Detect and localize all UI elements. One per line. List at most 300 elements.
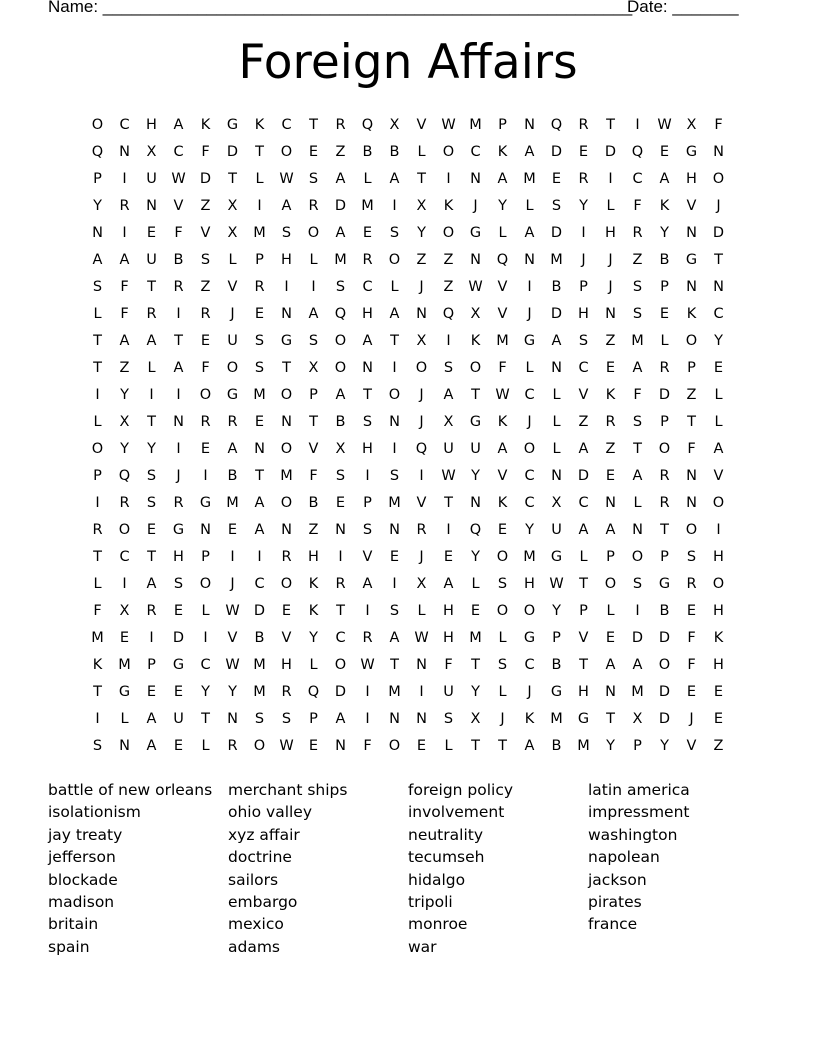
grid-letter[interactable]: R: [281, 684, 292, 700]
grid-letter[interactable]: A: [443, 576, 454, 592]
name-field-label[interactable]: Name: ________________________________________________________: [48, 0, 633, 16]
grid-letter[interactable]: D: [172, 630, 185, 646]
grid-letter[interactable]: O: [658, 441, 671, 457]
grid-letter[interactable]: R: [686, 576, 697, 592]
grid-letter[interactable]: F: [687, 657, 696, 673]
grid-letter[interactable]: W: [171, 171, 186, 187]
grid-letter[interactable]: S: [281, 225, 292, 241]
grid-letter[interactable]: Y: [579, 198, 588, 214]
grid-letter[interactable]: U: [173, 711, 184, 727]
grid-letter[interactable]: O: [280, 441, 293, 457]
grid-letter[interactable]: I: [635, 117, 640, 133]
grid-letter[interactable]: H: [578, 684, 589, 700]
grid-letter[interactable]: I: [176, 306, 181, 322]
grid-letter[interactable]: Y: [498, 198, 507, 214]
grid-letter[interactable]: I: [716, 522, 721, 538]
grid-letter[interactable]: Z: [335, 144, 346, 160]
grid-letter[interactable]: H: [308, 549, 319, 565]
grid-letter[interactable]: G: [172, 522, 185, 538]
grid-letter[interactable]: N: [389, 414, 400, 430]
grid-letter[interactable]: A: [524, 144, 535, 160]
grid-letter[interactable]: T: [282, 360, 291, 376]
grid-letter[interactable]: I: [581, 225, 586, 241]
grid-letter[interactable]: Z: [578, 414, 589, 430]
grid-letter[interactable]: N: [227, 711, 238, 727]
grid-letter[interactable]: U: [227, 333, 238, 349]
grid-letter[interactable]: D: [658, 630, 671, 646]
grid-letter[interactable]: I: [176, 441, 181, 457]
grid-letter[interactable]: Y: [552, 603, 561, 619]
grid-letter[interactable]: S: [497, 576, 508, 592]
grid-letter[interactable]: H: [713, 657, 724, 673]
grid-letter[interactable]: Q: [442, 306, 455, 322]
grid-letter[interactable]: A: [146, 738, 157, 754]
grid-letter[interactable]: L: [552, 414, 561, 430]
grid-letter[interactable]: S: [632, 414, 643, 430]
grid-letter[interactable]: F: [633, 387, 642, 403]
grid-letter[interactable]: R: [281, 549, 292, 565]
grid-letter[interactable]: R: [308, 198, 319, 214]
grid-letter[interactable]: R: [605, 414, 616, 430]
grid-letter[interactable]: T: [444, 495, 453, 511]
grid-letter[interactable]: V: [227, 279, 238, 295]
grid-letter[interactable]: R: [227, 738, 238, 754]
grid-letter[interactable]: Q: [307, 684, 320, 700]
grid-letter[interactable]: Q: [631, 144, 644, 160]
grid-letter[interactable]: S: [551, 198, 562, 214]
grid-letter[interactable]: B: [308, 495, 319, 511]
grid-letter[interactable]: N: [524, 252, 535, 268]
grid-letter[interactable]: G: [469, 225, 482, 241]
grid-letter[interactable]: X: [227, 198, 238, 214]
grid-letter[interactable]: Z: [632, 252, 643, 268]
grid-letter[interactable]: R: [335, 117, 346, 133]
grid-letter[interactable]: I: [446, 522, 451, 538]
grid-letter[interactable]: T: [336, 603, 345, 619]
grid-letter[interactable]: E: [551, 171, 562, 187]
grid-letter[interactable]: P: [309, 711, 318, 727]
grid-letter[interactable]: B: [551, 657, 562, 673]
grid-letter[interactable]: V: [362, 549, 373, 565]
grid-letter[interactable]: I: [311, 279, 316, 295]
grid-letter[interactable]: X: [443, 414, 454, 430]
grid-letter[interactable]: G: [523, 630, 536, 646]
grid-letter[interactable]: N: [713, 279, 724, 295]
grid-letter[interactable]: R: [92, 522, 103, 538]
grid-letter[interactable]: O: [712, 576, 725, 592]
grid-letter[interactable]: N: [335, 738, 346, 754]
grid-letter[interactable]: N: [605, 495, 616, 511]
grid-letter[interactable]: C: [173, 144, 184, 160]
grid-letter[interactable]: Q: [469, 522, 482, 538]
grid-letter[interactable]: L: [714, 387, 723, 403]
grid-letter[interactable]: H: [686, 171, 697, 187]
grid-letter[interactable]: M: [118, 657, 131, 673]
grid-letter[interactable]: A: [335, 225, 346, 241]
grid-letter[interactable]: N: [254, 441, 265, 457]
grid-letter[interactable]: I: [446, 171, 451, 187]
grid-letter[interactable]: E: [686, 684, 697, 700]
grid-letter[interactable]: D: [226, 144, 239, 160]
grid-letter[interactable]: S: [308, 171, 319, 187]
grid-letter[interactable]: D: [550, 225, 563, 241]
grid-letter[interactable]: P: [579, 279, 588, 295]
grid-letter[interactable]: L: [201, 603, 210, 619]
grid-letter[interactable]: P: [363, 495, 372, 511]
grid-letter[interactable]: T: [228, 171, 237, 187]
grid-letter[interactable]: A: [146, 576, 157, 592]
grid-letter[interactable]: V: [416, 117, 427, 133]
grid-letter[interactable]: G: [280, 333, 293, 349]
grid-letter[interactable]: C: [119, 117, 130, 133]
grid-letter[interactable]: T: [390, 657, 399, 673]
grid-letter[interactable]: I: [203, 630, 208, 646]
grid-letter[interactable]: S: [632, 576, 643, 592]
grid-letter[interactable]: C: [524, 657, 535, 673]
grid-letter[interactable]: A: [389, 171, 400, 187]
grid-letter[interactable]: B: [659, 252, 670, 268]
grid-letter[interactable]: H: [713, 549, 724, 565]
grid-letter[interactable]: I: [230, 549, 235, 565]
grid-letter[interactable]: N: [686, 279, 697, 295]
grid-letter[interactable]: K: [524, 711, 535, 727]
grid-letter[interactable]: M: [577, 738, 590, 754]
grid-letter[interactable]: A: [632, 360, 643, 376]
grid-letter[interactable]: A: [389, 306, 400, 322]
grid-letter[interactable]: W: [279, 738, 294, 754]
grid-letter[interactable]: V: [713, 468, 724, 484]
grid-letter[interactable]: T: [309, 414, 318, 430]
grid-letter[interactable]: N: [416, 657, 427, 673]
grid-letter[interactable]: Y: [660, 738, 669, 754]
grid-letter[interactable]: I: [122, 171, 127, 187]
grid-letter[interactable]: T: [498, 738, 507, 754]
grid-letter[interactable]: A: [335, 711, 346, 727]
grid-letter[interactable]: S: [578, 333, 589, 349]
grid-letter[interactable]: I: [635, 603, 640, 619]
grid-letter[interactable]: Y: [417, 225, 426, 241]
grid-letter[interactable]: E: [173, 603, 184, 619]
grid-letter[interactable]: K: [308, 576, 319, 592]
grid-letter[interactable]: D: [550, 144, 563, 160]
grid-letter[interactable]: O: [415, 360, 428, 376]
grid-letter[interactable]: H: [578, 306, 589, 322]
grid-letter[interactable]: H: [146, 117, 157, 133]
grid-letter[interactable]: S: [632, 279, 643, 295]
grid-letter[interactable]: I: [203, 468, 208, 484]
grid-letter[interactable]: E: [443, 549, 454, 565]
grid-letter[interactable]: Y: [228, 684, 237, 700]
grid-letter[interactable]: N: [524, 117, 535, 133]
grid-letter[interactable]: A: [497, 441, 508, 457]
grid-letter[interactable]: M: [469, 117, 482, 133]
grid-letter[interactable]: O: [388, 252, 401, 268]
grid-letter[interactable]: A: [119, 333, 130, 349]
grid-letter[interactable]: G: [118, 684, 131, 700]
grid-letter[interactable]: S: [92, 279, 103, 295]
grid-letter[interactable]: M: [91, 630, 104, 646]
grid-letter[interactable]: T: [255, 468, 264, 484]
grid-letter[interactable]: V: [281, 630, 292, 646]
grid-letter[interactable]: I: [392, 198, 397, 214]
grid-letter[interactable]: G: [226, 117, 239, 133]
grid-letter[interactable]: R: [146, 306, 157, 322]
grid-letter[interactable]: R: [659, 468, 670, 484]
grid-letter[interactable]: T: [255, 144, 264, 160]
grid-letter[interactable]: Y: [93, 198, 102, 214]
grid-letter[interactable]: L: [552, 387, 561, 403]
grid-letter[interactable]: I: [95, 711, 100, 727]
grid-letter[interactable]: E: [254, 306, 265, 322]
grid-letter[interactable]: L: [471, 576, 480, 592]
grid-letter[interactable]: K: [254, 117, 265, 133]
grid-letter[interactable]: N: [470, 495, 481, 511]
grid-letter[interactable]: D: [658, 711, 671, 727]
grid-letter[interactable]: U: [146, 252, 157, 268]
grid-letter[interactable]: S: [308, 333, 319, 349]
grid-letter[interactable]: R: [578, 117, 589, 133]
grid-letter[interactable]: F: [201, 360, 210, 376]
grid-letter[interactable]: K: [497, 414, 508, 430]
grid-letter[interactable]: V: [200, 225, 211, 241]
grid-letter[interactable]: T: [606, 117, 615, 133]
grid-letter[interactable]: T: [471, 657, 480, 673]
grid-letter[interactable]: A: [578, 441, 589, 457]
grid-letter[interactable]: I: [95, 387, 100, 403]
grid-letter[interactable]: T: [390, 333, 399, 349]
grid-letter[interactable]: Z: [713, 738, 724, 754]
grid-letter[interactable]: C: [119, 549, 130, 565]
grid-letter[interactable]: N: [281, 414, 292, 430]
grid-letter[interactable]: B: [173, 252, 184, 268]
grid-letter[interactable]: M: [523, 171, 536, 187]
grid-letter[interactable]: C: [632, 171, 643, 187]
grid-letter[interactable]: F: [363, 738, 372, 754]
grid-letter[interactable]: N: [713, 144, 724, 160]
grid-letter[interactable]: S: [281, 711, 292, 727]
grid-letter[interactable]: P: [201, 549, 210, 565]
grid-letter[interactable]: I: [122, 225, 127, 241]
grid-letter[interactable]: Y: [714, 333, 723, 349]
grid-letter[interactable]: Z: [686, 387, 697, 403]
grid-letter[interactable]: O: [280, 144, 293, 160]
grid-letter[interactable]: U: [551, 522, 562, 538]
grid-letter[interactable]: G: [199, 495, 212, 511]
grid-letter[interactable]: J: [419, 414, 424, 430]
grid-letter[interactable]: N: [173, 414, 184, 430]
grid-letter[interactable]: A: [551, 333, 562, 349]
grid-letter[interactable]: E: [470, 603, 481, 619]
grid-letter[interactable]: A: [524, 225, 535, 241]
grid-letter[interactable]: L: [498, 630, 507, 646]
grid-letter[interactable]: K: [200, 117, 211, 133]
grid-letter[interactable]: L: [498, 684, 507, 700]
grid-letter[interactable]: N: [281, 522, 292, 538]
grid-letter[interactable]: T: [687, 414, 696, 430]
grid-letter[interactable]: N: [470, 171, 481, 187]
grid-letter[interactable]: G: [550, 549, 563, 565]
grid-letter[interactable]: T: [579, 576, 588, 592]
grid-letter[interactable]: O: [199, 576, 212, 592]
grid-letter[interactable]: Y: [201, 684, 210, 700]
grid-letter[interactable]: K: [443, 198, 454, 214]
grid-letter[interactable]: D: [631, 630, 644, 646]
grid-letter[interactable]: X: [119, 603, 130, 619]
grid-letter[interactable]: N: [686, 468, 697, 484]
grid-letter[interactable]: M: [388, 684, 401, 700]
grid-letter[interactable]: K: [308, 603, 319, 619]
grid-letter[interactable]: L: [714, 414, 723, 430]
grid-letter[interactable]: O: [496, 603, 509, 619]
grid-letter[interactable]: F: [687, 441, 696, 457]
grid-letter[interactable]: L: [147, 360, 156, 376]
grid-letter[interactable]: S: [389, 603, 400, 619]
grid-letter[interactable]: C: [335, 630, 346, 646]
grid-letter[interactable]: W: [279, 171, 294, 187]
grid-letter[interactable]: F: [444, 657, 453, 673]
grid-letter[interactable]: O: [199, 387, 212, 403]
grid-letter[interactable]: H: [362, 306, 373, 322]
grid-letter[interactable]: E: [713, 711, 724, 727]
grid-letter[interactable]: G: [172, 657, 185, 673]
grid-letter[interactable]: O: [658, 657, 671, 673]
grid-letter[interactable]: T: [417, 171, 426, 187]
grid-letter[interactable]: H: [605, 225, 616, 241]
grid-letter[interactable]: X: [416, 198, 427, 214]
grid-letter[interactable]: W: [657, 117, 672, 133]
grid-letter[interactable]: S: [254, 711, 265, 727]
grid-letter[interactable]: S: [686, 549, 697, 565]
grid-letter[interactable]: K: [659, 198, 670, 214]
grid-letter[interactable]: O: [334, 333, 347, 349]
grid-letter[interactable]: G: [226, 387, 239, 403]
grid-letter[interactable]: I: [284, 279, 289, 295]
grid-letter[interactable]: I: [257, 549, 262, 565]
grid-letter[interactable]: A: [227, 441, 238, 457]
grid-letter[interactable]: L: [606, 603, 615, 619]
grid-letter[interactable]: O: [712, 171, 725, 187]
grid-letter[interactable]: S: [443, 360, 454, 376]
grid-letter[interactable]: V: [173, 198, 184, 214]
grid-letter[interactable]: L: [228, 252, 237, 268]
grid-letter[interactable]: G: [658, 576, 671, 592]
grid-letter[interactable]: Q: [334, 306, 347, 322]
grid-letter[interactable]: E: [416, 738, 427, 754]
grid-letter[interactable]: K: [497, 144, 508, 160]
grid-letter[interactable]: A: [632, 468, 643, 484]
grid-letter[interactable]: E: [227, 522, 238, 538]
grid-letter[interactable]: J: [608, 279, 613, 295]
grid-letter[interactable]: E: [713, 684, 724, 700]
grid-letter[interactable]: J: [527, 306, 532, 322]
grid-letter[interactable]: B: [659, 603, 670, 619]
grid-letter[interactable]: R: [362, 630, 373, 646]
grid-letter[interactable]: F: [309, 468, 318, 484]
grid-letter[interactable]: N: [416, 306, 427, 322]
grid-letter[interactable]: N: [416, 711, 427, 727]
grid-letter[interactable]: I: [365, 684, 370, 700]
grid-letter[interactable]: H: [281, 657, 292, 673]
grid-letter[interactable]: O: [523, 603, 536, 619]
grid-letter[interactable]: M: [334, 252, 347, 268]
grid-letter[interactable]: O: [307, 225, 320, 241]
grid-letter[interactable]: C: [254, 576, 265, 592]
grid-letter[interactable]: N: [362, 360, 373, 376]
grid-letter[interactable]: E: [605, 630, 616, 646]
grid-letter[interactable]: J: [608, 252, 613, 268]
grid-letter[interactable]: L: [120, 711, 129, 727]
grid-letter[interactable]: V: [578, 630, 589, 646]
grid-letter[interactable]: O: [685, 522, 698, 538]
grid-letter[interactable]: N: [92, 225, 103, 241]
grid-letter[interactable]: D: [577, 468, 590, 484]
grid-letter[interactable]: Y: [660, 225, 669, 241]
grid-letter[interactable]: H: [443, 630, 454, 646]
grid-letter[interactable]: A: [254, 522, 265, 538]
grid-letter[interactable]: A: [524, 738, 535, 754]
grid-letter[interactable]: N: [281, 306, 292, 322]
grid-letter[interactable]: G: [685, 252, 698, 268]
grid-letter[interactable]: D: [658, 684, 671, 700]
grid-letter[interactable]: X: [632, 711, 643, 727]
grid-letter[interactable]: N: [686, 495, 697, 511]
grid-letter[interactable]: C: [281, 117, 292, 133]
grid-letter[interactable]: M: [253, 684, 266, 700]
grid-letter[interactable]: Q: [496, 252, 509, 268]
grid-letter[interactable]: O: [496, 549, 509, 565]
grid-letter[interactable]: O: [631, 549, 644, 565]
grid-letter[interactable]: L: [390, 279, 399, 295]
grid-letter[interactable]: Y: [309, 630, 318, 646]
grid-letter[interactable]: E: [200, 333, 211, 349]
grid-letter[interactable]: T: [93, 333, 102, 349]
grid-letter[interactable]: P: [552, 630, 561, 646]
grid-letter[interactable]: I: [419, 468, 424, 484]
grid-letter[interactable]: L: [633, 495, 642, 511]
grid-letter[interactable]: R: [254, 279, 265, 295]
grid-letter[interactable]: N: [389, 522, 400, 538]
grid-letter[interactable]: B: [551, 738, 562, 754]
grid-letter[interactable]: I: [149, 630, 154, 646]
grid-letter[interactable]: R: [362, 252, 373, 268]
grid-letter[interactable]: A: [335, 387, 346, 403]
grid-letter[interactable]: W: [225, 657, 240, 673]
grid-letter[interactable]: H: [362, 441, 373, 457]
grid-letter[interactable]: K: [605, 387, 616, 403]
grid-letter[interactable]: R: [659, 360, 670, 376]
grid-letter[interactable]: I: [392, 441, 397, 457]
grid-letter[interactable]: P: [147, 657, 156, 673]
grid-letter[interactable]: W: [549, 576, 564, 592]
grid-letter[interactable]: R: [632, 225, 643, 241]
grid-letter[interactable]: E: [362, 225, 373, 241]
grid-letter[interactable]: M: [631, 684, 644, 700]
grid-letter[interactable]: S: [92, 738, 103, 754]
grid-letter[interactable]: A: [713, 441, 724, 457]
grid-letter[interactable]: A: [443, 387, 454, 403]
grid-letter[interactable]: W: [360, 657, 375, 673]
grid-letter[interactable]: T: [147, 549, 156, 565]
grid-letter[interactable]: L: [309, 252, 318, 268]
grid-letter[interactable]: V: [497, 468, 508, 484]
grid-letter[interactable]: X: [335, 441, 346, 457]
grid-letter[interactable]: S: [443, 711, 454, 727]
grid-letter[interactable]: V: [686, 738, 697, 754]
grid-letter[interactable]: E: [308, 144, 319, 160]
grid-letter[interactable]: N: [605, 684, 616, 700]
grid-letter[interactable]: A: [119, 252, 130, 268]
grid-letter[interactable]: Z: [200, 279, 211, 295]
